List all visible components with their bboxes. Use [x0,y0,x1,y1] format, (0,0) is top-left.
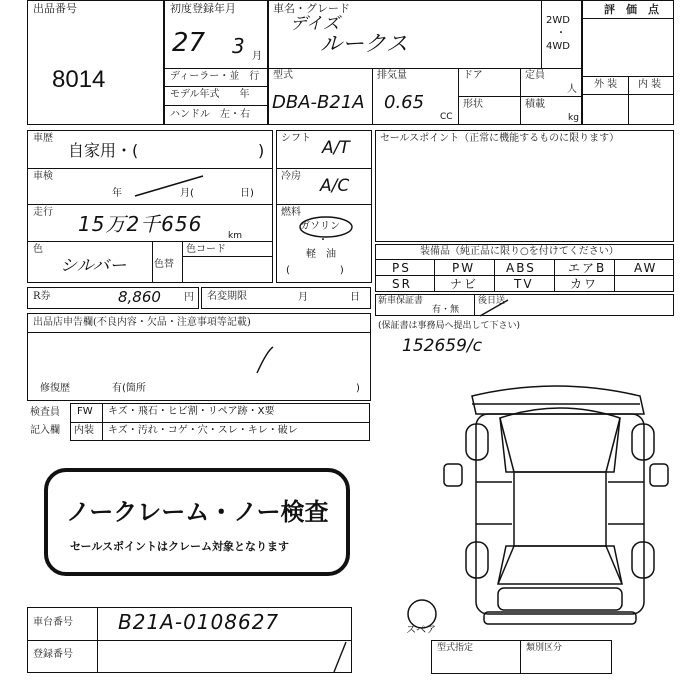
shaken-month: 月( [180,188,194,199]
divider [375,259,674,260]
fuel-label: 燃料 [281,207,301,218]
shaken-label: 車検 [33,171,53,182]
divider [494,259,495,292]
mileage-value: 15万2千656 [78,212,203,236]
recycle-label: R券 [33,291,51,302]
equipment-aw: AW [634,261,658,275]
history-value: 自家用・( [68,141,139,160]
equipment-sr: SR [392,277,412,291]
lot-number-box [27,0,164,125]
displacement-label: 排気量 [377,70,407,81]
equipment-ps: PS [392,261,411,275]
fw-label: FW [77,406,93,417]
repair-close-paren: ) [356,383,360,394]
divider [458,96,520,97]
divider [164,86,268,87]
color-label: 色 [33,244,43,255]
equipment-tv: TV [514,277,534,291]
divider [520,640,521,674]
lot-number-value: 8014 [52,66,106,93]
aircon-value: A/C [320,176,350,196]
cc-unit: CC [440,112,453,122]
equipment-abs: ABS [506,261,536,275]
recycle-value: 8,860 [118,288,161,306]
capacity-unit: 人 [567,84,577,95]
first-registration-month: 3 [232,34,245,58]
divider [152,241,153,283]
lot-number-label: 出品番号 [33,2,77,15]
divider [70,422,370,423]
shaken-year: 年 [112,188,122,199]
exterior-label: 外 装 [594,79,618,90]
shift-value: A/T [322,138,350,158]
interior-inspect-label: 内装 [74,425,94,436]
warranty-has-none: 有・無 [432,305,460,315]
recycle-box [27,287,199,309]
car-damage-diagram [436,374,676,634]
drive-dot: ・ [556,28,566,39]
divider [164,68,268,69]
divider [276,168,372,169]
divider [182,241,183,283]
first-registration-year: 27 [172,28,206,58]
no-claim-main: ノークレーム・ノー検査 [66,498,329,526]
history-close-paren: ) [258,141,265,160]
fuel-paren: ( ) [286,265,344,276]
divider [27,241,273,242]
shape-label: 形状 [463,99,483,110]
fuel-gasoline: ガソリン [300,221,340,232]
carname-value-2: ルークス [320,32,408,57]
divider [102,403,103,441]
model-type-value: DBA-B21A [272,92,365,113]
divider [541,0,542,68]
load-label: 積載 [525,99,545,110]
chassis-label: 車台番号 [33,617,73,628]
door-label: ドア [463,70,483,81]
repair-value: 有(箇所 [112,383,146,394]
divider [268,68,582,69]
repaint-label: 色替 [154,259,174,270]
divider [372,68,373,125]
divider [97,607,98,673]
declaration-strike-mark [27,333,371,393]
warranty-note: (保証書は事務局へ提出して下さい) [378,321,521,331]
declaration-title: 出品店申告欄(不良内容・欠品・注意事項等記載) [33,317,251,328]
shift-label: シフト [281,133,311,144]
fuel-circle-mark [298,215,358,239]
fw-items: キズ・飛石・ヒビ割・リペア跡・X要 [108,406,275,417]
warranty-handwritten: 152659/c [402,336,482,356]
divider [276,204,372,205]
recycle-yen: 円 [184,292,194,303]
equipment-title: 装備品（純正品に限り○を付けてください） [420,246,619,257]
equipment-navi: ナビ [450,277,479,291]
mileage-label: 走行 [33,207,53,218]
warranty-date-label: 後日送 [478,296,506,306]
model-type-label: 型式 [273,70,293,81]
divider [628,76,629,125]
first-registration-box [164,0,268,125]
color-value: シルバー [60,256,127,276]
mileage-unit: km [228,231,242,241]
carname-value-1: デイズ [290,14,340,34]
displacement-value: 0.65 [384,92,425,113]
divider [164,105,268,106]
chassis-value: B21A-0108627 [118,610,280,634]
divider [474,294,475,316]
divider [182,256,273,257]
divider [27,640,352,641]
color-code-label: 色コード [186,244,226,255]
no-claim-sub: セールスポイントはクレーム対象となります [70,540,290,553]
registration-label: 登録番号 [33,649,73,660]
capacity-label: 定員 [525,70,545,81]
divider [520,96,582,97]
model-year-label: モデル年式 年 [170,89,250,100]
class-label: 類別区分 [526,643,563,653]
history-label: 車歴 [33,133,53,144]
divider [582,18,674,19]
name-change-month: 月 [298,292,308,303]
equipment-pw: PW [452,261,476,275]
interior-items: キズ・汚れ・コゲ・穴・スレ・キレ・破レ [108,425,298,436]
sales-point-label: セールスポイント（正常に機能するものに限ります） [380,133,620,144]
type-designation-label: 型式指定 [437,643,474,653]
divider [614,259,615,292]
divider [554,259,555,292]
name-change-day: 日 [350,292,360,303]
shaken-day: 日) [240,188,254,199]
inspector-label: 検査員 [30,407,60,418]
divider [27,204,273,205]
spare-label: スペア [406,625,436,636]
interior-label: 内 装 [638,79,662,90]
name-change-label: 名変期限 [207,291,247,302]
drive-2wd: 2WD [546,15,570,26]
divider [375,275,674,276]
handle-label: ハンドル 左・右 [170,109,250,120]
shaken-strike-mark [27,168,273,204]
warranty-label: 新車保証書 [378,296,424,306]
sales-point-box [375,130,674,242]
fuel-dot: ・ [318,235,328,246]
first-registration-label: 初度登録年月 [170,2,236,15]
aircon-label: 冷房 [281,171,301,182]
load-unit: kg [568,113,579,123]
equipment-airbag: エアB [568,261,607,275]
fuel-diesel: 軽 油 [306,249,336,260]
warranty-strike-mark [478,296,518,318]
divider [434,259,435,292]
equipment-leather: カワ [570,277,599,291]
score-label: 評 価 点 [604,3,659,16]
record-label: 記入欄 [30,425,60,436]
dealer-label: ディーラー・並 行 [170,71,260,82]
drive-4wd: 4WD [546,41,570,52]
carname-label: 車名・グレード [273,2,350,15]
month-unit: 月 [252,51,262,62]
registration-strike-mark [320,640,360,674]
repair-label: 修復歴 [40,383,70,394]
